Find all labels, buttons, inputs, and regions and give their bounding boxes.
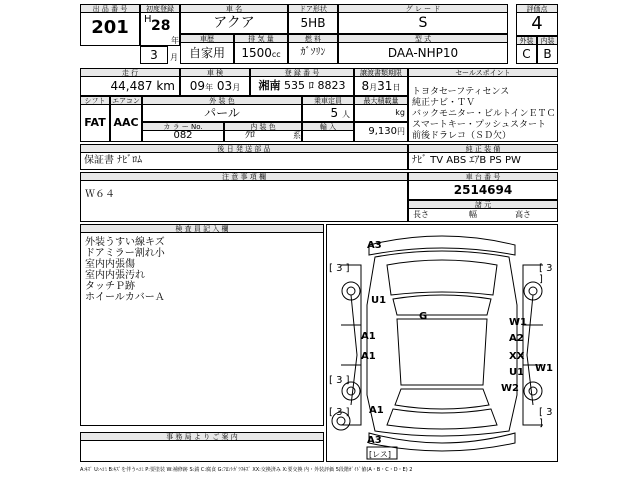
damage-left-step: XX <box>509 351 525 362</box>
first-reg-cell <box>140 12 180 46</box>
equipment-label: 純 正 装 備 <box>408 144 558 153</box>
shift-label: シフト <box>80 96 110 105</box>
car-diagram <box>326 224 558 462</box>
transfer-day-unit: 日 <box>392 83 401 92</box>
damage-left-rear-door: A2 <box>509 333 524 344</box>
mileage-label: 走 行 <box>80 68 180 77</box>
reg-area: 湘南 <box>258 79 281 92</box>
sales-line: 純正ナビ・ＴＶ <box>412 98 476 108</box>
capacity-unit: 人 <box>342 110 350 119</box>
transfer-day: 31 <box>377 79 393 93</box>
insp-year-unit: 年 <box>205 83 214 92</box>
sales-line: バックモニター・ビルトインＥＴＣ <box>412 109 556 119</box>
equipment: ﾅﾋﾞ TV ABS ｴｱB PS PW <box>408 152 558 170</box>
int-label: 内装 <box>537 36 558 45</box>
import-price <box>354 122 408 142</box>
inspector-line: ホイールカバーＡ <box>85 292 165 303</box>
shift: FAT <box>80 104 110 142</box>
inspector-line: 外装うすい線キズ <box>85 237 165 248</box>
transfer-label: 譲渡書類期限 <box>354 68 408 77</box>
car-name: アクア <box>180 12 288 34</box>
dimensions <box>408 208 558 222</box>
color-no-label: カ ラ ー No. <box>142 122 224 131</box>
damage-right-fender: U1 <box>371 295 387 306</box>
color-no: 082 <box>142 130 224 142</box>
transfer-deadline <box>354 76 408 96</box>
reg-no-label: 登 録 番 号 <box>250 68 354 77</box>
air-con: AAC <box>110 104 142 142</box>
damage-left-rear-wheel: W2 <box>501 383 519 394</box>
sales-line: トヨタセーフティセンス <box>412 87 510 97</box>
damage-roof: G <box>419 311 428 322</box>
displacement-value: 1500 <box>241 46 272 60</box>
length-label: 長さ <box>413 210 429 219</box>
lot-number: 201 <box>80 12 140 46</box>
reg-num: 535 ﾛ 8823 <box>284 79 346 92</box>
inspector-line: タッチＰ跡 <box>85 281 135 292</box>
fuel-label: 燃 料 <box>288 34 338 43</box>
model-label: 型 式 <box>338 34 508 43</box>
chassis-label: 車 台 番 号 <box>408 172 558 181</box>
month-unit: 月 <box>170 53 178 62</box>
body-color: パール <box>142 104 302 122</box>
model-code: DAA-NHP10 <box>338 42 508 64</box>
office-label: 事 務 局 よ り ご 案 内 <box>80 432 324 441</box>
lot-label: 出 品 番 号 <box>80 4 140 13</box>
int-color-unit: 系 <box>293 131 301 140</box>
first-reg-label: 初度登録 <box>140 4 180 13</box>
tire-mark: [ 3 ] <box>539 263 553 285</box>
damage-front-bumper: A3 <box>367 240 382 251</box>
mileage <box>80 76 180 96</box>
load-label: 最大積載量 <box>354 96 408 105</box>
notes-label: 注 意 事 項 欄 <box>80 172 408 181</box>
sales-line: 前後ドラレコ（ＳＤ欠） <box>412 131 512 141</box>
int-color <box>224 130 302 142</box>
inspector-line: 室内内張傷 <box>85 259 135 270</box>
transfer-month-unit: 月 <box>369 83 378 92</box>
reg-month-value: 3 <box>150 48 158 62</box>
damage-right-front-door: A1 <box>361 331 376 342</box>
tire-mark: [ 3 ] <box>329 263 350 274</box>
insp-month-unit: 月 <box>232 83 241 92</box>
width-label: 幅 <box>469 210 477 219</box>
legend: A:ｷｽﾞ U:ﾍｺﾐ B:ｷｽﾞを伴うﾍｺﾐ P:要塗装 W:補修跡 S:錆 C:腐食 G:ﾌﾛﾝﾄｶﾞﾗｽｷｽﾞ XX:交換済み X:要交換 内・外装評価 5段階ｶﾞｲﾄﾞ値(A・B・C・D・E) 2 <box>80 467 413 473</box>
year-unit: 年 <box>171 36 179 45</box>
sales-line: スマートキー・プッシュスタート <box>412 120 547 130</box>
score: 4 <box>516 12 558 36</box>
capacity <box>302 104 354 122</box>
inspector-line: ドアミラー割れ小 <box>85 248 165 259</box>
score-label: 評価点 <box>516 4 558 13</box>
fuel: ｶﾞｿﾘﾝ <box>288 42 338 64</box>
int-color-label: 内 装 色 <box>224 122 302 131</box>
notes: Ｗ６４ <box>80 180 408 222</box>
max-load: kg <box>354 104 408 122</box>
transfer-month: 8 <box>361 79 370 93</box>
door-type: 5HB <box>288 12 338 34</box>
dim-label: 諸 元 <box>408 200 558 209</box>
damage-left-front-door: W1 <box>509 317 527 328</box>
tire-mark: [ 3 ] <box>329 375 350 386</box>
disp-label: 排 気 量 <box>234 34 288 43</box>
grade: S <box>338 12 508 34</box>
sales-points <box>408 76 558 142</box>
inspector-notes <box>80 232 324 426</box>
capacity-value: 5 <box>330 106 339 120</box>
spare-label: [レス] <box>369 450 392 459</box>
option-parts-label: 後 日 発 送 部 品 <box>80 144 408 153</box>
option-parts: 保証書 ﾅﾋﾞﾛﾑ <box>80 152 408 170</box>
height-label: 高さ <box>515 210 531 219</box>
displacement <box>234 42 288 64</box>
import-price-value: 9,130 <box>368 126 397 137</box>
int-color-value: ｸﾛ <box>245 130 255 141</box>
int-grade: B <box>537 44 558 64</box>
reg-number <box>250 76 354 96</box>
damage-left-side-edge: W1 <box>535 363 553 374</box>
tire-mark: [ 3 ] <box>539 407 553 429</box>
damage-rear-bumper: A3 <box>367 435 382 446</box>
reg-year: 28 <box>151 18 171 34</box>
ext-label: 外装 <box>516 36 537 45</box>
yen-unit: 円 <box>397 127 405 136</box>
mileage-value: 44,487 <box>110 79 153 93</box>
km-unit: km <box>156 79 175 93</box>
chassis-number: 2514694 <box>408 180 558 200</box>
inspection <box>180 76 250 96</box>
import-blank <box>302 130 354 142</box>
insp-year: 09 <box>189 79 206 93</box>
tire-mark: [ 3 ] <box>329 407 350 418</box>
cc-unit: cc <box>271 50 281 59</box>
office-box <box>80 440 324 462</box>
damage-right-rear: A1 <box>369 405 384 416</box>
era: H <box>144 14 152 25</box>
reg-month <box>140 46 168 64</box>
damage-right-rear-door: A1 <box>361 351 376 362</box>
car-name-label: 車 名 <box>180 4 288 13</box>
inspector-line: 室内内張汚れ <box>85 270 145 281</box>
inspection-label: 車 検 <box>180 68 250 77</box>
insp-month: 03 <box>216 79 233 93</box>
ext-grade: C <box>516 44 537 64</box>
usage-label: 車歴 <box>180 34 234 43</box>
color-label: 外 装 色 <box>142 96 302 105</box>
sales-points-label: セールスポイント <box>408 68 558 77</box>
grade-label: グ レ ー ド <box>338 4 508 13</box>
door-label: ドア形状 <box>288 4 338 13</box>
inspector-label: 検 査 員 記 入 欄 <box>80 224 324 233</box>
usage: 自家用 <box>180 42 234 64</box>
damage-left-quarter: U1 <box>509 367 525 378</box>
ac-label: エアコン <box>110 96 142 105</box>
capacity-label: 乗車定員 <box>302 96 354 105</box>
import-label: 輸 入 <box>302 122 354 131</box>
